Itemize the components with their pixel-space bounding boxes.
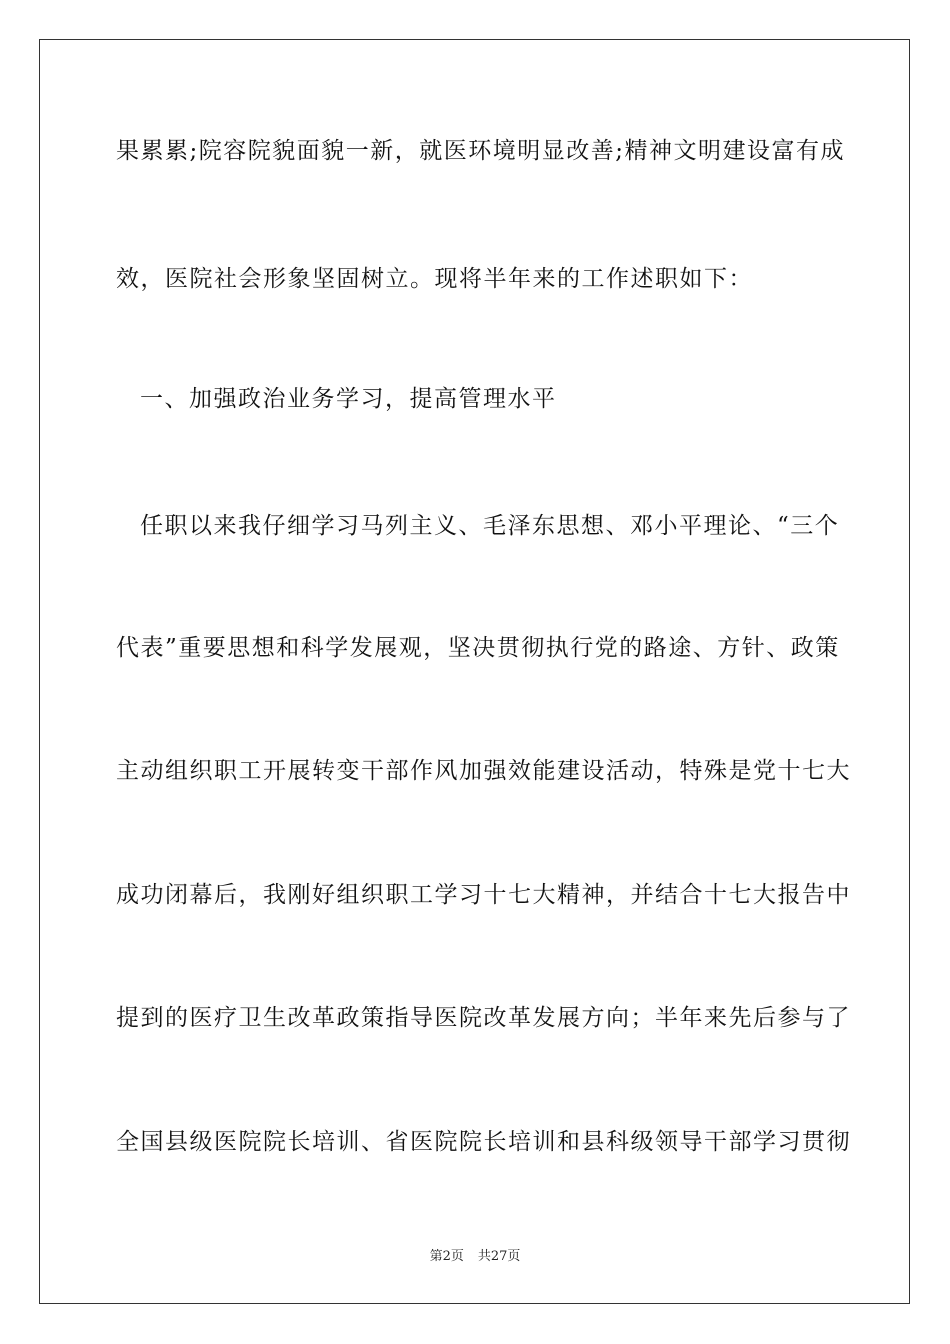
page-total: 共27页 — [477, 1249, 521, 1264]
body-text-line: 全国县级医院院长培训、省医院院长培训和县科级领导干部学习贯彻 — [116, 1129, 851, 1155]
page-footer — [0, 1248, 950, 1266]
body-text-line: 主动组织职工开展转变干部作风加强效能建设活动，特殊是党十七大 — [116, 758, 851, 784]
body-text-line: 效，医院社会形象坚固树立。现将半年来的工作述职如下： — [116, 266, 753, 292]
section-heading: 一、加强政治业务学习，提高管理水平 — [140, 386, 557, 412]
body-text-line: 提到的医疗卫生改革政策指导医院改革发展方向；半年来先后参与了 — [116, 1005, 851, 1031]
body-text-line: 成功闭幕后，我刚好组织职工学习十七大精神，并结合十七大报告中 — [116, 882, 851, 908]
page-border — [39, 39, 910, 1304]
body-text-line: 果累累;院容院貌面貌一新，就医环境明显改善;精神文明建设富有成 — [116, 138, 845, 164]
page-number: 第2页 — [429, 1249, 464, 1264]
body-text-line: 任职以来我仔细学习马列主义、毛泽东思想、邓小平理论、“三个 — [140, 513, 840, 539]
body-text-line: 代表”重要思想和科学发展观，坚决贯彻执行党的路途、方针、政策 — [116, 635, 840, 661]
